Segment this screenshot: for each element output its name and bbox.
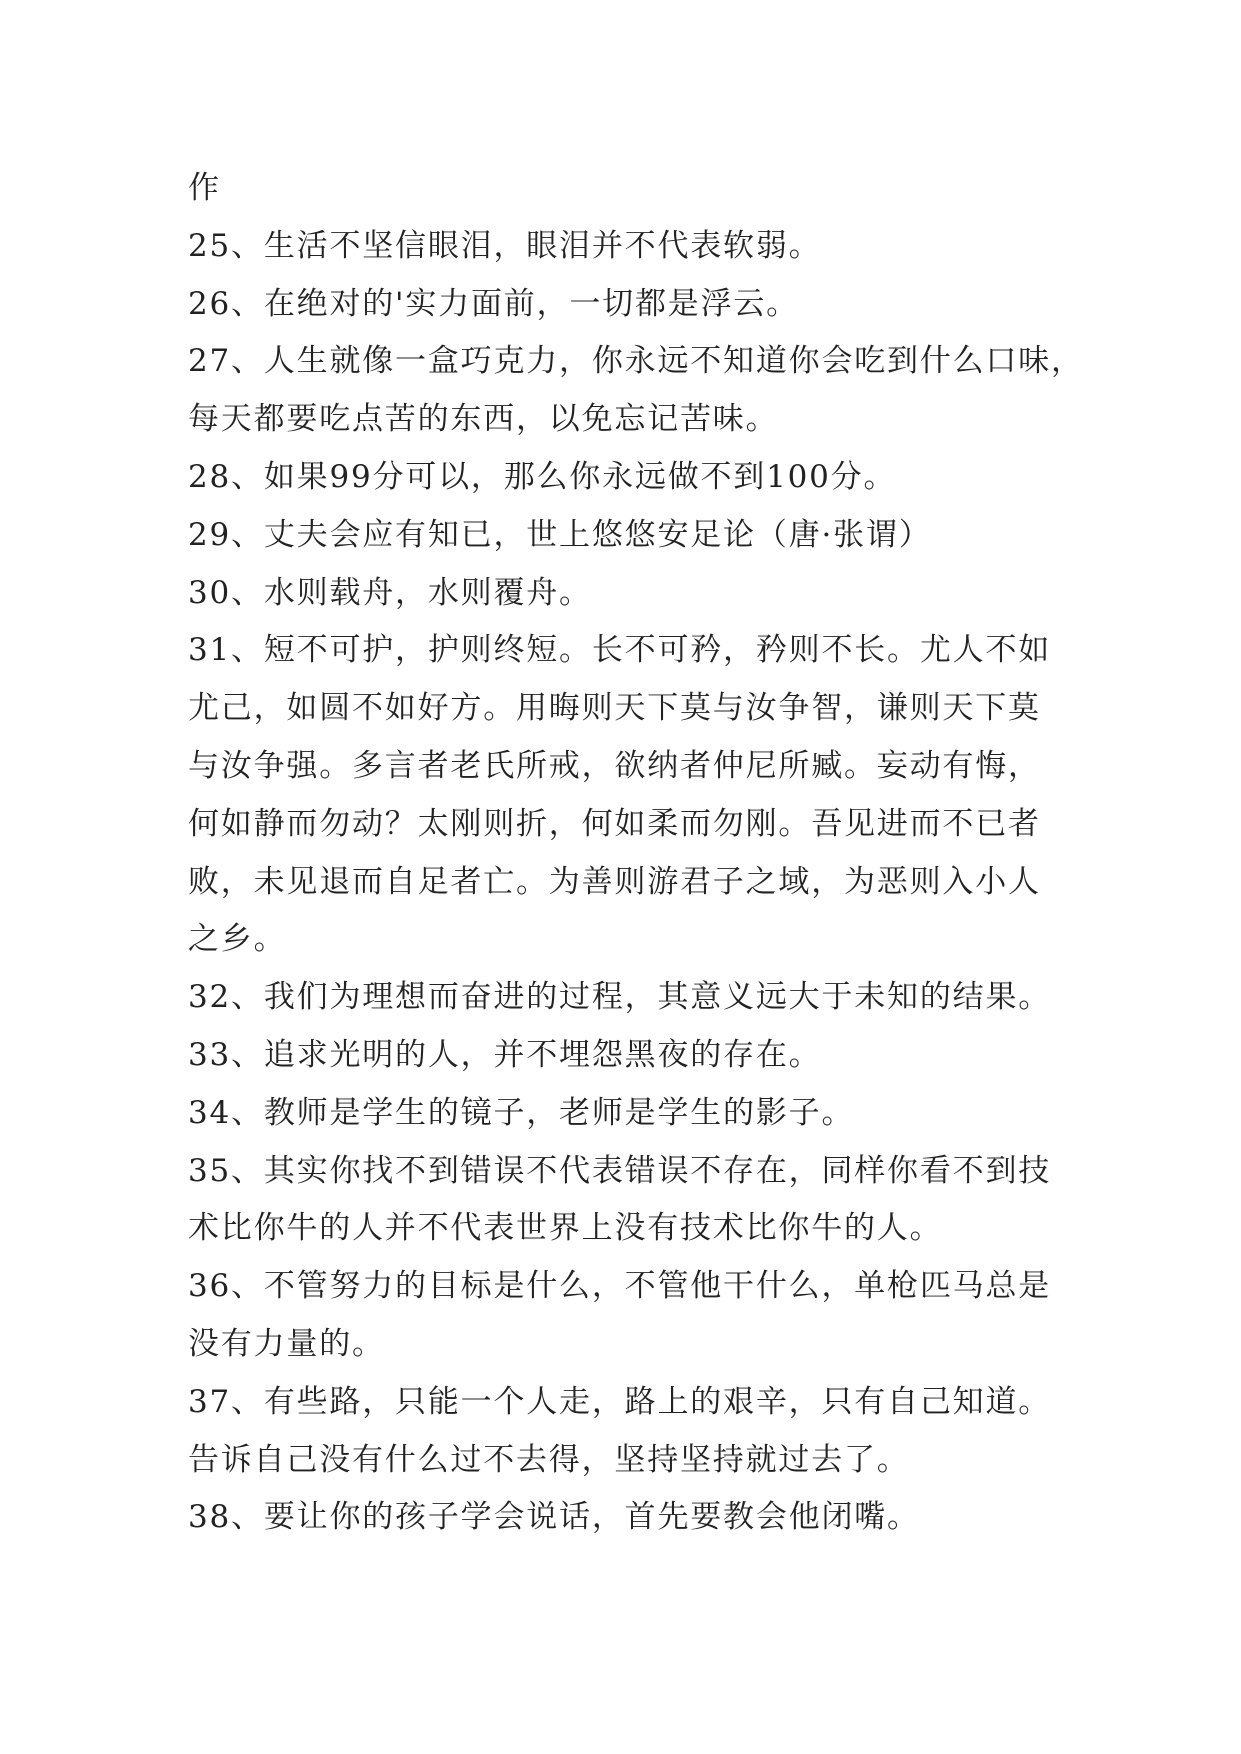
text-line: 28、如果99分可以，那么你永远做不到100分。 xyxy=(188,458,897,495)
text-line: 33、追求光明的人，并不埋怨黑夜的存在。 xyxy=(188,1036,822,1073)
text-line: 31、短不可护，护则终短。长不可矜，矜则不长。尤人不如 xyxy=(188,632,1052,669)
text-line: 38、要让你的孩子学会说话，首先要教会他闭嘴。 xyxy=(188,1499,920,1536)
text-line: 35、其实你找不到错误不代表错误不存在，同样你看不到技 xyxy=(188,1152,1052,1189)
text-line: 没有力量的。 xyxy=(188,1325,385,1362)
text-line: 何如静而勿动？太刚则折，何如柔而勿刚。吾见进而不已者 xyxy=(188,805,1041,842)
text-line: 作 xyxy=(188,170,221,206)
text-line: 26、在绝对的'实力面前，一切都是浮云。 xyxy=(188,285,799,322)
text-line: 27、人生就像一盒巧克力，你永远不知道你会吃到什么口味， xyxy=(188,343,1084,380)
text-line: 34、教师是学生的镜子，老师是学生的影子。 xyxy=(188,1094,855,1131)
text-line: 之乡。 xyxy=(188,921,287,958)
text-line: 36、不管努力的目标是什么，不管他干什么，单枪匹马总是 xyxy=(188,1268,1052,1305)
text-line: 30、水则载舟，水则覆舟。 xyxy=(188,574,592,611)
text-line: 告诉自己没有什么过不去得，坚持坚持就过去了。 xyxy=(188,1441,910,1478)
text-line: 37、有些路，只能一个人走，路上的艰辛，只有自己知道。 xyxy=(188,1383,1052,1420)
text-line: 29、丈夫会应有知已，世上悠悠安足论（唐·张谓） xyxy=(188,516,932,553)
text-line: 与汝争强。多言者老氏所戒，欲纳者仲尼所臧。妄动有悔， xyxy=(188,747,1041,784)
text-line: 尤己，如圆不如好方。用晦则天下莫与汝争智，谦则天下莫 xyxy=(188,690,1041,727)
text-line: 32、我们为理想而奋进的过程，其意义远大于未知的结果。 xyxy=(188,979,1052,1016)
text-line: 25、生活不坚信眼泪，眼泪并不代表软弱。 xyxy=(188,227,822,264)
text-line: 败，未见退而自足者亡。为善则游君子之域，为恶则入小人 xyxy=(188,863,1041,900)
text-line: 每天都要吃点苦的东西，以免忘记苦味。 xyxy=(188,401,779,438)
quote-text-block xyxy=(188,160,1088,1547)
text-line: 术比你牛的人并不代表世界上没有技术比你牛的人。 xyxy=(188,1210,943,1247)
